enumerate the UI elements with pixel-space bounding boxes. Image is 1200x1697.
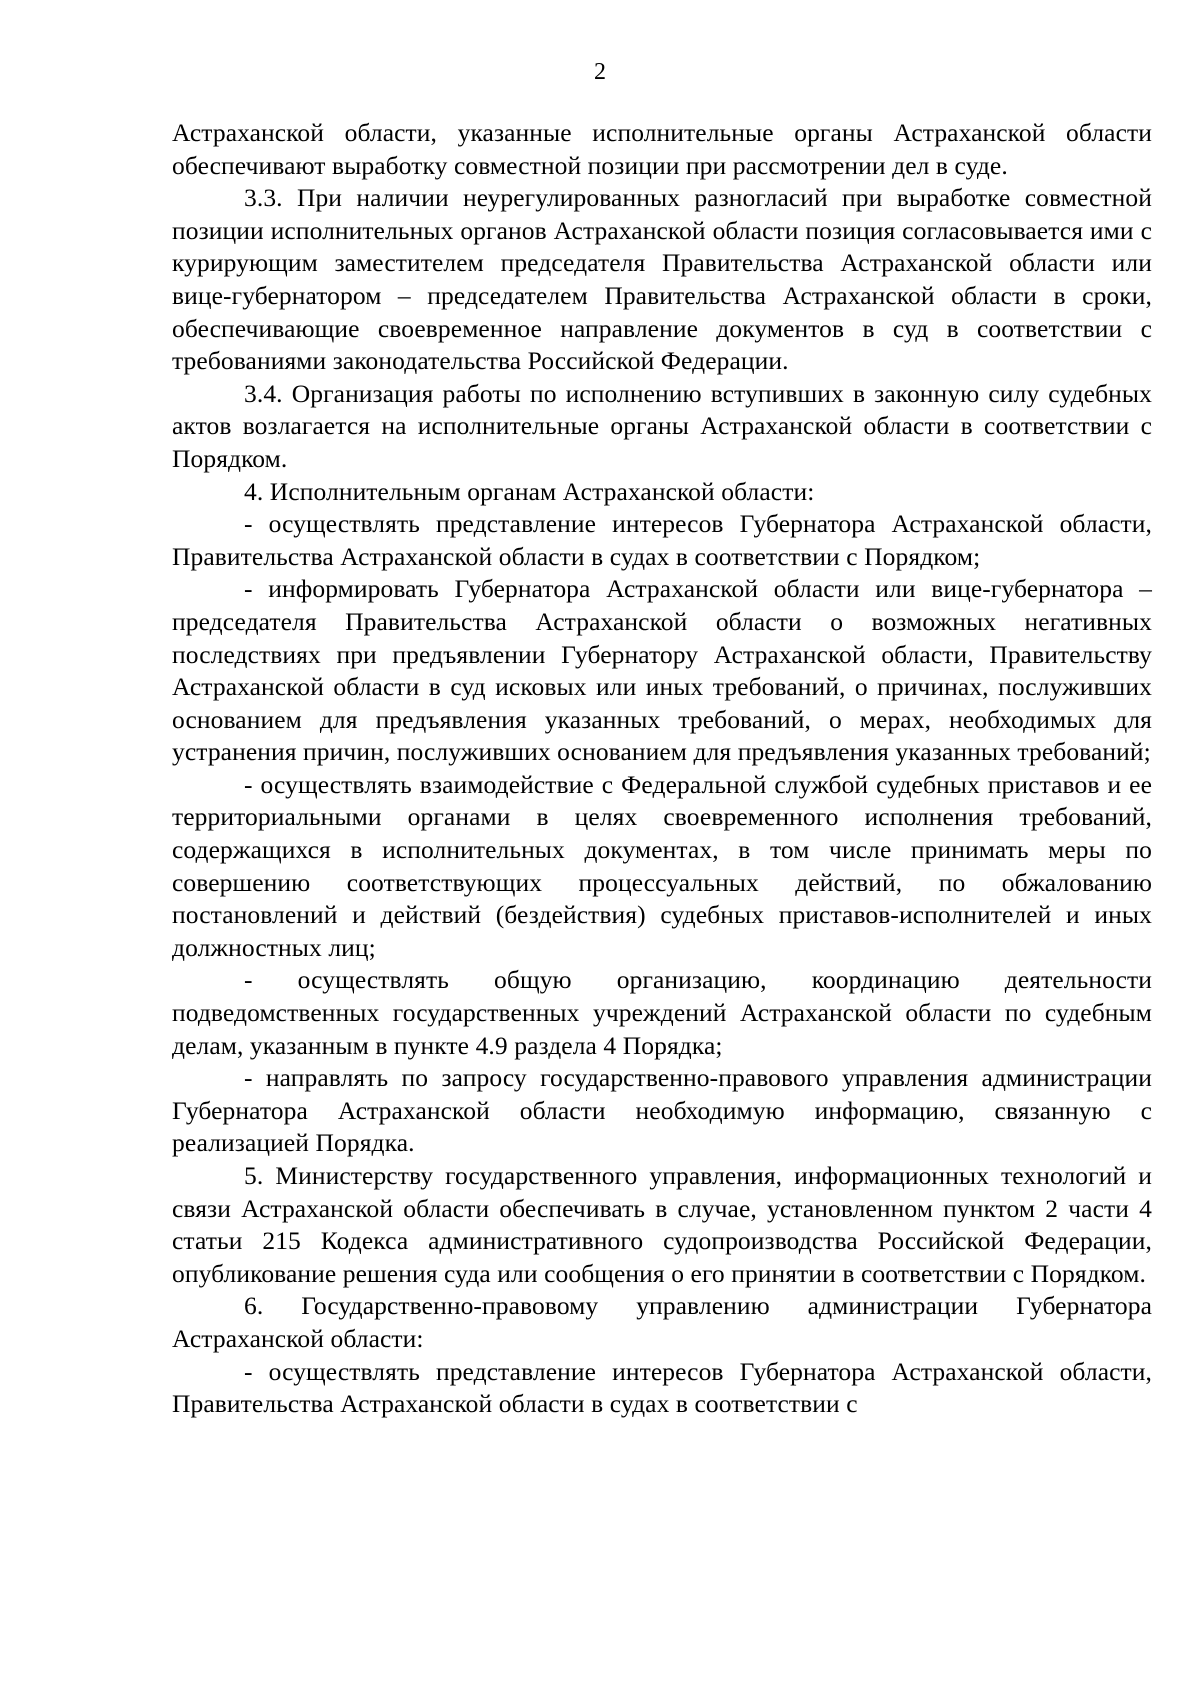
paragraph-6-heading: 6. Государственно-правовому управлению администрации Губернатора Астраханской области:: [172, 1291, 1152, 1353]
list-item-bailiff-interaction: - осуществлять взаимодействие с Федеральной службой судебных приставов и ее территориальными органами в целях своевременного исполнения требований, содержащихся в исполнительных документах, в том числе принимать меры по совершению соответствующих процессуальных действий, по обжалованию постановлений и действий (бездействия) судебных приставов-исполнителей и иных должностных лиц;: [172, 769, 1152, 962]
paragraph-3-4: 3.4. Организация работы по исполнению вступивших в законную силу судебных актов возлагается на исполнительные органы Астраханской области в соответствии с Порядком.: [172, 378, 1152, 473]
page-number: 2: [594, 59, 606, 85]
paragraph-5: 5. Министерству государственного управления, информационных технологий и связи Астраханской области обеспечивать в случае, установленном пунктом 2 части 4 статьи 215 Кодекса административного судопроизводства Российской Федерации, опубликование решения суда или сообщения о его принятии в соответствии с Порядком.: [172, 1161, 1152, 1288]
list-item-coordination: - осуществлять общую организацию, координацию деятельности подведомственных государственных учреждений Астраханской области по судебным делам, указанным в пункте 4.9 раздела 4 Порядка;: [172, 965, 1152, 1060]
list-item-send-information: - направлять по запросу государственно-правового управления администрации Губернатора Астраханской области необходимую информацию, связанную с реализацией Порядка.: [172, 1063, 1152, 1158]
paragraph-4-heading: 4. Исполнительным органам Астраханской области:: [244, 476, 815, 506]
paragraph-3-3: 3.3. При наличии неурегулированных разногласий при выработке совместной позиции исполнительных органов Астраханской области позиция согласовывается ими с курирующим заместителем председателя Правительства Астраханской области или вице-губернатором – председателем Правительства Астраханской области в сроки, обеспечивающие своевременное направление документов в суд в соответствии с требованиями законодательства Российской Федерации.: [172, 183, 1152, 376]
paragraph-continuation: Астраханской области, указанные исполнительные органы Астраханской области обеспечивают выработку совместной позиции при рассмотрении дел в суде.: [172, 118, 1152, 180]
document-body: [172, 117, 1152, 1421]
list-item-inform-governor: - информировать Губернатора Астраханской области или вице-губернатора – председателя Правительства Астраханской области о возможных негативных последствиях при предъявлении Губернатору Астраханской области, Правительству Астраханской области в суд исковых или иных требований, о причинах, послуживших основанием для предъявления указанных требований, о мерах, необходимых для устранения причин, послуживших основанием для предъявления указанных требований;: [172, 574, 1152, 767]
list-item-represent-interests-2: - осуществлять представление интересов Губернатора Астраханской области, Правительства Астраханской области в судах в соответствии с: [172, 1356, 1152, 1419]
list-item-represent-interests: - осуществлять представление интересов Губернатора Астраханской области, Правительства Астраханской области в судах в соответствии с Порядком;: [172, 509, 1152, 571]
